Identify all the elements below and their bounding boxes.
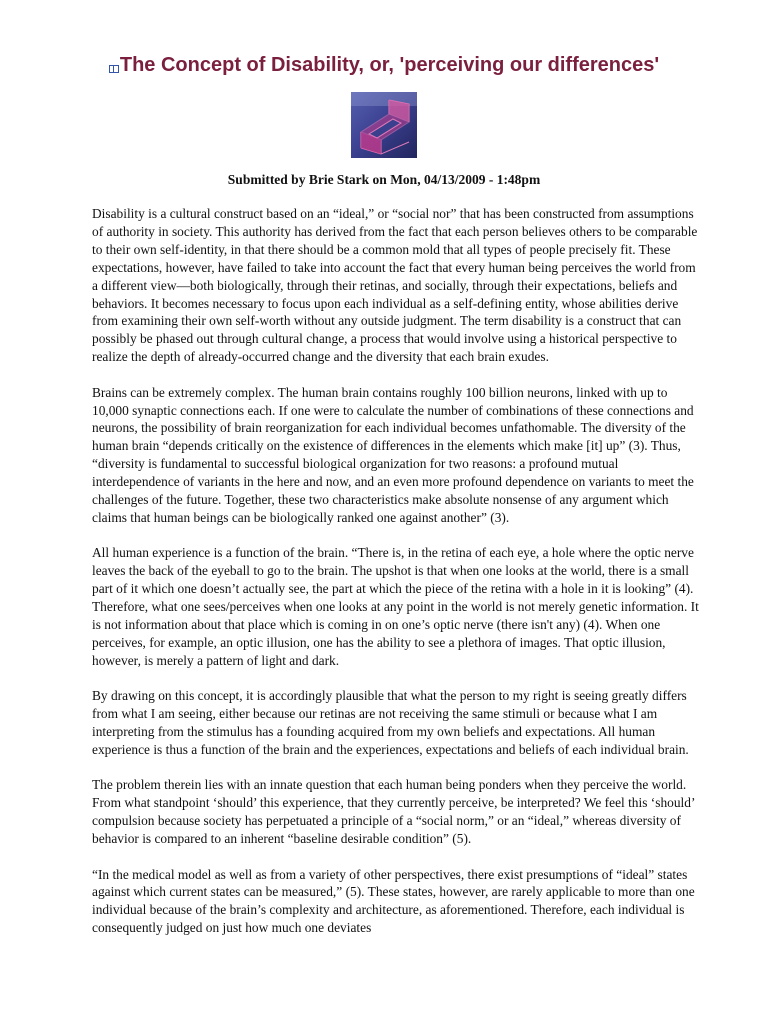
article-body	[92, 205, 704, 955]
submission-byline: Submitted by Brie Stark on Mon, 04/13/2009 - 1:48pm	[227, 172, 541, 187]
impossible-figure-icon	[351, 92, 417, 158]
body-paragraph: “In the medical model as well as from a variety of other perspectives, there exist presumptions of “ideal” states against which current states can be measured,” (5). These states, however, are rarely applicable to more than one individual because of the brain’s complexity and architecture, as aforementioned. Therefore, each individual is consequently judged on just how much one deviates	[92, 866, 695, 936]
broken-image-icon	[109, 65, 119, 73]
article-title: The Concept of Disability, or, 'perceiving our differences'	[119, 54, 660, 76]
body-paragraph: By drawing on this concept, it is accordingly plausible that what the person to my right is seeing greatly differs from what I am seeing, either because our retinas are not receiving the same stimuli or because what I am interpreting from the stimulus has a founding acquired from my own beliefs and expectations. All human experience is thus a function of the brain and the experiences, expectations and beliefs of each individual brain.	[92, 688, 689, 757]
body-paragraph: The problem therein lies with an innate question that each human being ponders when they perceive the world. From what standpoint ‘should’ this experience, that they currently perceive, be interpreted? We feel this ‘should’ compulsion because society has perpetuated a principle of a “social norm,” or an “ideal,” whereas diversity of behavior is compared to an inherent “baseline desirable condition” (5).	[92, 777, 695, 847]
body-paragraph: Disability is a cultural construct based on an “ideal,” or “social nor” that has been constructed from assumptions of authority in society. This authority has derived from the fact that each person believes others to be comparable to their own self-identity, in that there should be a common mold that all types of people precisely fit. These expectations, however, have failed to take into account the fact that every human being perceives the world from a different view—both biologically, through their retinas, and socially, through their expectations, beliefs and behaviors. It becomes necessary to focus upon each individual as a self-defining entity, whose abilities derive from examining their own self-worth without any outside judgment. The term disability is a construct that can possibly be phased out through cultural change, a process that would involve using a historical perspective to realize the depth of already-occurred change and the diversity that each brain exudes.	[92, 206, 698, 365]
article-title-row	[0, 54, 768, 77]
body-paragraph: Brains can be extremely complex. The human brain contains roughly 100 billion neurons, linked with up to 10,000 synaptic connections each. If one were to calculate the number of combinations of these connections and neurons, the possibility of brain reorganization for each individual becomes unfathomable. The diversity of the human brain “depends critically on the existence of differences in the elements which make [it] up” (3). Thus, “diversity is fundamental to successful biological organization for two reasons: a profound mutual interdependence of variants in the here and now, and an even more profound dependence on variants to meet the challenges of the future. Together, these two characteristics make absolute nonsense of any argument which claims that human beings can be biologically ranked one against another” (3).	[92, 384, 694, 525]
body-paragraph: All human experience is a function of the brain. “There is, in the retina of each eye, a hole where the optic nerve leaves the back of the eyeball to go to the brain. The upshot is that when one looks at the world, there is a small part of it which one doesn’t actually see, the part at which the piece of the retina with a hole in it is looking” (4). Therefore, what one sees/perceives when one looks at any point in the world is not merely genetic information. It is not information about that place which is coming in on one’s optic nerve (there isn't any) (4). When one perceives, for example, an optic illusion, one has the ability to see a plethora of images. That optic illusion, however, is merely a pattern of light and dark.	[92, 545, 699, 668]
